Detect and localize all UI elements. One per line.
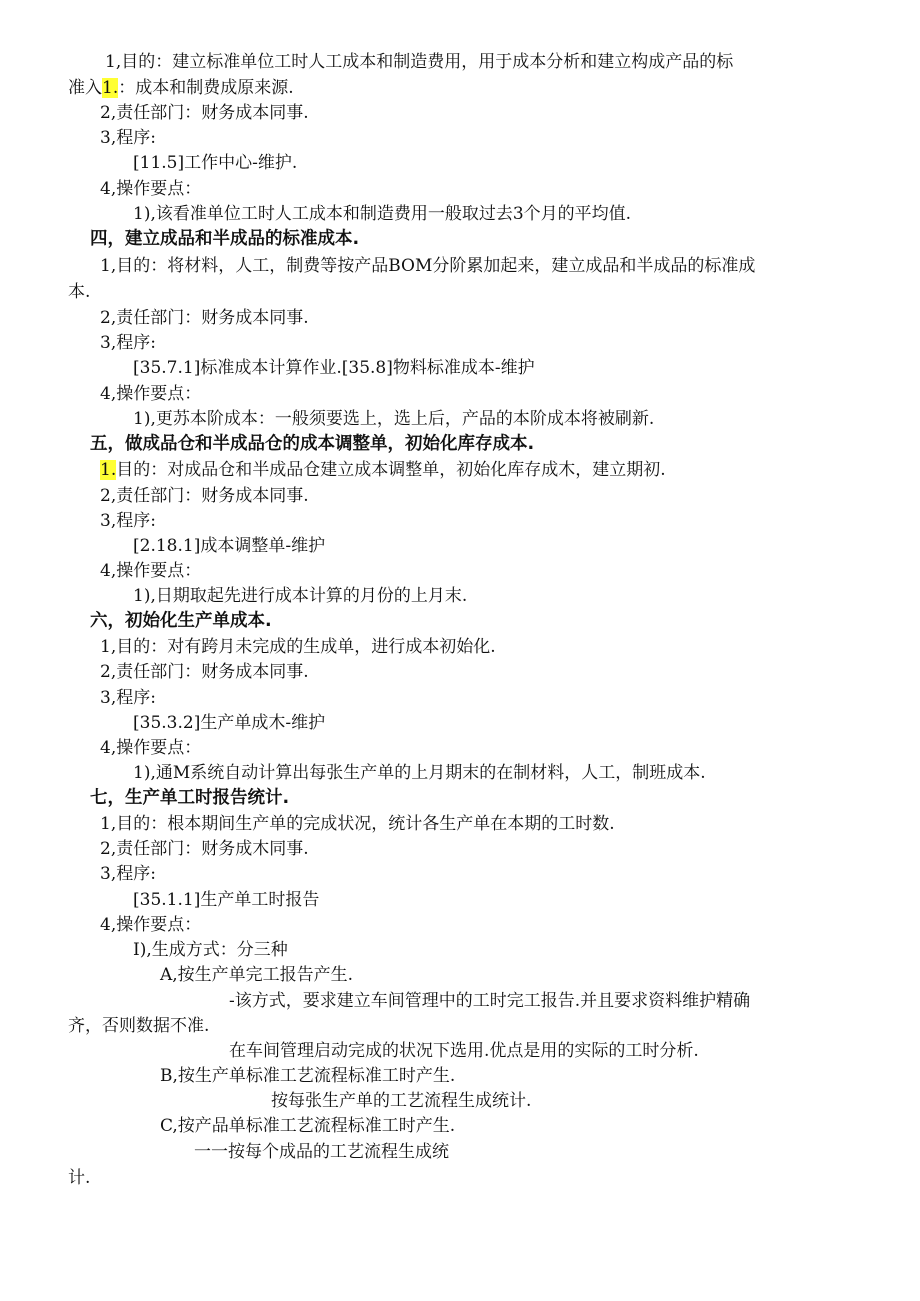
text-line: 4,操作要点：: [100, 384, 202, 404]
text-line: [35.7.1]标准成本计算作业.[35.8]物料标准成本-维护: [133, 358, 535, 378]
text-line: 在车间管理启动完成的状况下选用.优点是用的实际的工时分析.: [229, 1041, 699, 1061]
text-line: [11.5]工作中心-维护.: [133, 153, 298, 173]
section-heading: 五，做成品仓和半成品仓的成本调整单，初始化库存成本.: [90, 434, 535, 454]
text-line: 2,责任部门：财务成本同事.: [100, 486, 309, 506]
text-line: 4,操作要点：: [100, 915, 202, 935]
text-line: 3,程序:: [100, 864, 156, 884]
text-line: 3,程序:: [100, 511, 156, 531]
text-line: 一一按每个成品的工艺流程生成统: [194, 1142, 449, 1162]
text-line: 准入1.：成本和制费成原来源.: [68, 78, 294, 98]
text-line: 本.: [68, 282, 91, 302]
text-line: 4,操作要点：: [100, 738, 202, 758]
text-line: [35.3.2]生产单成木-维护: [133, 713, 326, 733]
text-line: 2,责任部门：财务成本同事.: [100, 662, 309, 682]
section-heading: 六，初始化生产单成本.: [90, 611, 272, 631]
text-line: 3,程序:: [100, 128, 156, 148]
text-line: 1,目的：将材料，人工，制费等按产品BOM分阶累加起来，建立成品和半成品的标准成: [100, 256, 756, 276]
text-line: 1),日期取起先进行成本计算的月份的上月末.: [133, 586, 468, 606]
text-line: 计.: [68, 1168, 91, 1188]
text-line: [35.1.1]生产单工时报告: [133, 890, 320, 910]
highlighted-text: 1.: [102, 78, 119, 98]
highlighted-text: 1.: [100, 460, 117, 480]
text-line: A,按生产单完工报告产生.: [160, 965, 354, 985]
section-heading: 四，建立成品和半成品的标准成本.: [90, 229, 360, 249]
text-line: 1),更苏本阶成本：一般须要选上，选上后，产品的本阶成本将被刷新.: [133, 409, 655, 429]
text-line: 4,操作要点：: [100, 561, 202, 581]
text-line: 2,责任部门：财务成木同事.: [100, 839, 309, 859]
text-line: 2,责任部门：财务成本同事.: [100, 103, 309, 123]
text-line: [2.18.1]成本调整单-维护: [133, 536, 326, 556]
text-line: 3,程序:: [100, 333, 156, 353]
text-line: B,按生产单标准工艺流程标准工时产生.: [160, 1066, 456, 1086]
text-line: 1,目的：根本期间生产单的完成状况，统计各生产单在本期的工时数.: [100, 814, 615, 834]
text-line: I),生成方式：分三种: [133, 940, 288, 960]
text-line: 1,目的：对有跨月未完成的生成单，进行成本初始化.: [100, 637, 496, 657]
text-line: 1,目的：建立标准单位工时人工成本和制造费用，用于成本分析和建立构成产品的标: [105, 52, 734, 72]
text-line: 3,程序:: [100, 688, 156, 708]
section-heading: 七，生产单工时报告统计.: [90, 788, 290, 808]
text-line: -该方式，要求建立车间管理中的工时完工报告.并且要求资料维护精确: [229, 991, 751, 1011]
text-line: 1),该看准单位工时人工成本和制造费用一般取过去3个月的平均值.: [133, 204, 632, 224]
text-line: 按每张生产单的工艺流程生成统计.: [271, 1091, 532, 1111]
text-line: 1.目的：对成品仓和半成品仓建立成本调整单，初始化库存成木，建立期初.: [100, 460, 666, 480]
text-line: 1),通M系统自动计算出每张生产单的上月期末的在制材料，人工，制班成本.: [133, 763, 706, 783]
text-line: 4,操作要点：: [100, 179, 202, 199]
text-line: 齐，否则数据不准.: [68, 1016, 210, 1036]
text-line: 2,责任部门：财务成本同事.: [100, 308, 309, 328]
text-line: C,按产品单标准工艺流程标准工时产生.: [160, 1116, 456, 1136]
